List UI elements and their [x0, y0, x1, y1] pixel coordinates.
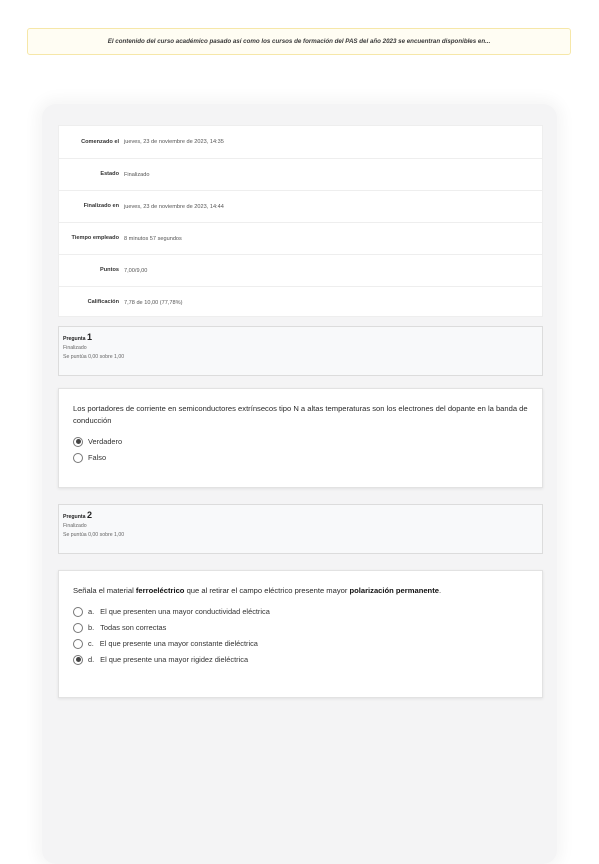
- summary-row-state: [59, 158, 542, 190]
- question-label: Pregunta: [63, 514, 86, 520]
- question-text-bold: ferroeléctrico: [135, 586, 185, 595]
- summary-row-time: [59, 222, 542, 254]
- question-2-content: [58, 570, 543, 698]
- answer-option-a[interactable]: [73, 607, 528, 617]
- summary-value: Finalizado: [124, 171, 150, 178]
- answer-letter: c.: [88, 639, 94, 649]
- summary-row-points: [59, 254, 542, 286]
- question-text-part: Señala el material: [73, 586, 136, 595]
- summary-value: 8 minutos 57 segundos: [124, 235, 182, 242]
- question-text: Los portadores de corriente en semiconductores extrínsecos tipo N a altas temperaturas son los electrones del dopante en la banda de conducción: [73, 404, 528, 425]
- question-number: [63, 510, 538, 520]
- question-1-info: [58, 326, 543, 376]
- summary-value: jueves, 23 de noviembre de 2023, 14:44: [124, 203, 224, 210]
- question-number: [63, 332, 538, 342]
- question-state: Finalizado: [63, 345, 87, 351]
- summary-label: Puntos: [100, 267, 119, 274]
- radio-selected-icon[interactable]: [73, 655, 83, 665]
- question-2-info: [58, 504, 543, 554]
- answer-label: Todas son correctas: [100, 623, 167, 633]
- answer-option-d[interactable]: [73, 655, 528, 665]
- summary-row-started: [59, 126, 542, 158]
- summary-value: jueves, 23 de noviembre de 2023, 14:35: [124, 139, 224, 145]
- question-text: [73, 585, 528, 597]
- answer-label: El que presente una mayor constante dieléctrica: [99, 639, 258, 649]
- site-notice-banner[interactable]: [27, 28, 571, 55]
- summary-label: Estado: [100, 171, 119, 178]
- radio-icon[interactable]: [73, 453, 83, 463]
- attempt-summary-table: [58, 125, 543, 317]
- summary-row-grade: [59, 286, 542, 318]
- summary-value: 7,00/9,00: [124, 267, 148, 274]
- question-state: Finalizado: [63, 523, 87, 529]
- answer-option-false[interactable]: [73, 453, 528, 463]
- summary-value: 7,78 de 10,00 (77,78%): [124, 299, 183, 306]
- summary-label: Comenzado el: [81, 138, 119, 145]
- question-grade: Se puntúa 0,00 sobre 1,00: [63, 354, 125, 360]
- answer-option-b[interactable]: [73, 623, 528, 633]
- summary-label: Calificación: [87, 299, 119, 306]
- summary-row-finished: [59, 190, 542, 222]
- summary-label: Tiempo empleado: [71, 235, 119, 242]
- answer-option-c[interactable]: [73, 639, 528, 649]
- question-number-value: 1: [86, 332, 92, 342]
- answer-letter: d.: [88, 655, 95, 665]
- question-text-bold: polarización permanente: [349, 586, 439, 595]
- radio-icon[interactable]: [73, 607, 83, 617]
- radio-icon[interactable]: [73, 639, 83, 649]
- answer-label: El que presente una mayor rigidez dieléctrica: [100, 655, 249, 665]
- summary-label: Finalizado en: [83, 203, 119, 210]
- answer-label: Verdadero: [88, 437, 123, 447]
- question-number-value: 2: [86, 510, 92, 520]
- question-text-part: que al retirar el campo eléctrico presente mayor: [184, 586, 350, 595]
- radio-icon[interactable]: [73, 623, 83, 633]
- answer-option-true[interactable]: [73, 437, 528, 447]
- question-grade: Se puntúa 0,00 sobre 1,00: [63, 532, 125, 538]
- question-label: Pregunta: [63, 336, 86, 342]
- answer-label: Falso: [88, 453, 107, 463]
- answer-letter: b.: [88, 623, 95, 633]
- question-1-content: [58, 388, 543, 488]
- answer-label: El que presenten una mayor conductividad eléctrica: [100, 607, 270, 617]
- question-text-part: .: [438, 586, 442, 595]
- answer-letter: a.: [88, 607, 95, 617]
- radio-selected-icon[interactable]: [73, 437, 83, 447]
- site-notice-text: El contenido del curso académico pasado así como los cursos de formación del PAS del año 2023 se encuentran disponibles en...: [107, 38, 491, 45]
